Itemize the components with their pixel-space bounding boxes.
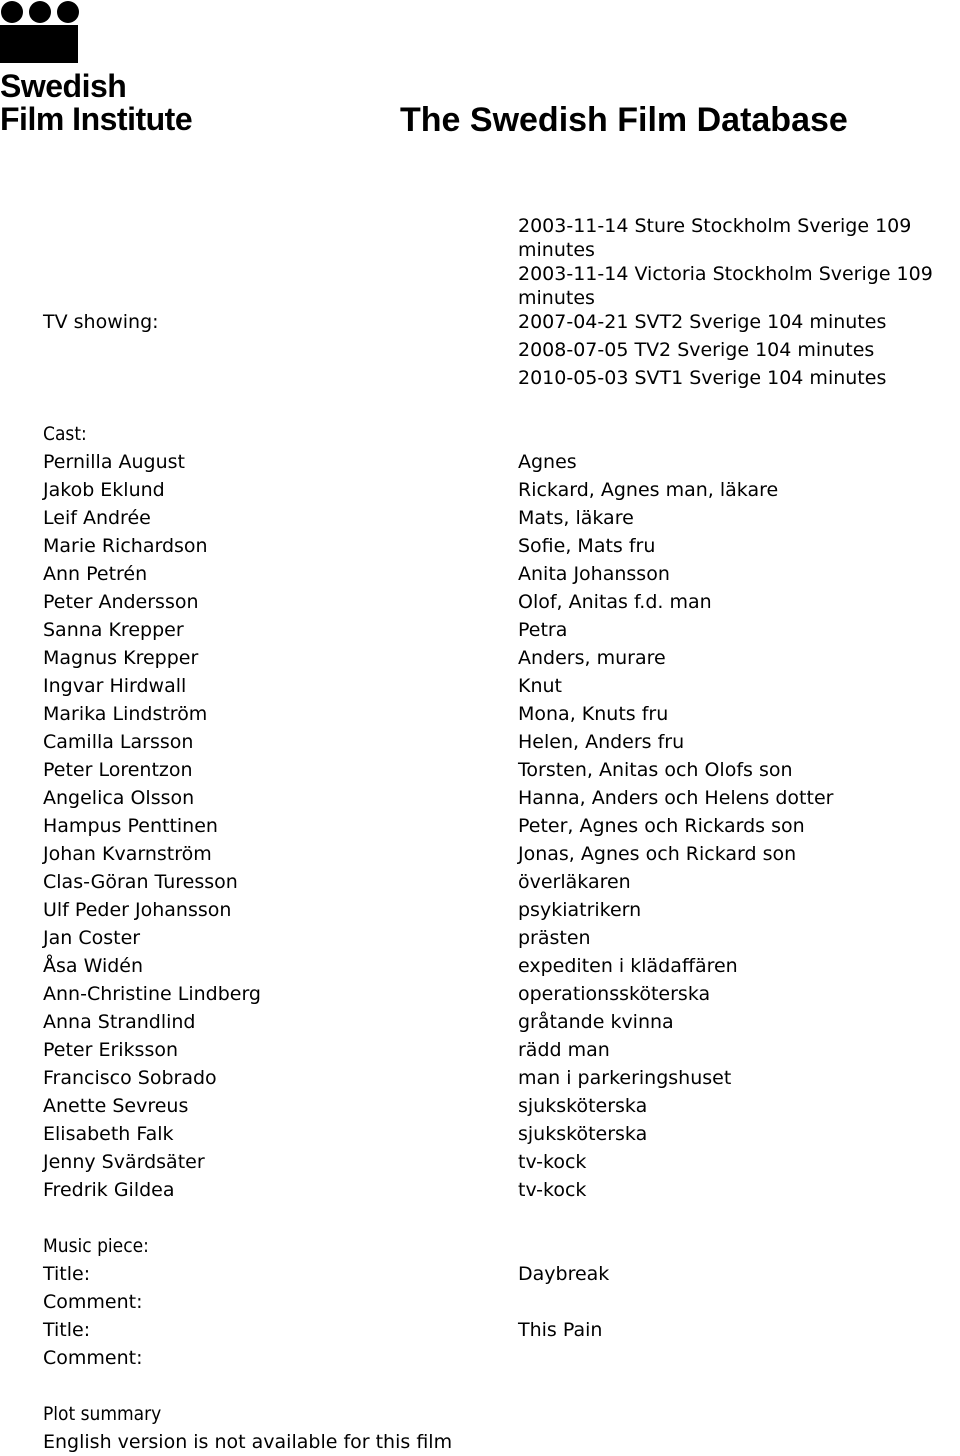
cast-actor: Ann Petrén xyxy=(43,563,148,585)
cast-actor: Jenny Svärdsäter xyxy=(43,1151,205,1173)
cast-role: tv-kock xyxy=(518,1151,587,1173)
music-label: Title: xyxy=(43,1319,91,1341)
plot-heading: Plot summary xyxy=(43,1403,162,1425)
cast-actor: Ann-Christine Lindberg xyxy=(43,983,261,1005)
cast-role: Petra xyxy=(518,619,568,641)
cast-role: Mats, läkare xyxy=(518,507,634,529)
logo-square xyxy=(0,25,78,63)
cast-role: Agnes xyxy=(518,451,577,473)
cast-role: tv-kock xyxy=(518,1179,587,1201)
showing-item: 2003-11-14 Victoria Stockholm Sverige 109 minutes xyxy=(518,263,933,309)
cast-actor: Ingvar Hirdwall xyxy=(43,675,187,697)
logo-text-line2: Film Institute xyxy=(0,101,193,137)
cast-role: psykiatrikern xyxy=(518,899,642,921)
cast-actor: Åsa Widén xyxy=(43,955,144,977)
cast-role: Anders, murare xyxy=(518,647,666,669)
cast-role: rädd man xyxy=(518,1039,610,1061)
cast-actor: Angelica Olsson xyxy=(43,787,195,809)
cast-role: man i parkeringshuset xyxy=(518,1067,732,1089)
logo-dot xyxy=(1,1,23,23)
cast-actor: Anna Strandlind xyxy=(43,1011,196,1033)
music-label: Comment: xyxy=(43,1347,143,1369)
cast-role: gråtande kvinna xyxy=(518,1011,674,1033)
cast-actor: Francisco Sobrado xyxy=(43,1067,217,1089)
cast-actor: Elisabeth Falk xyxy=(43,1123,174,1145)
cast-actor: Camilla Larsson xyxy=(43,731,194,753)
showing-item: 2003-11-14 Sture Stockholm Sverige 109 minutes xyxy=(518,215,912,261)
cast-actor: Leif Andrée xyxy=(43,507,151,529)
page-title: The Swedish Film Database xyxy=(400,101,848,139)
cast-actor: Fredrik Gildea xyxy=(43,1179,175,1201)
music-value: This Pain xyxy=(518,1319,603,1341)
plot-text: English version is not available for this film xyxy=(43,1431,453,1453)
music-value: Daybreak xyxy=(518,1263,610,1285)
cast-actor: Ulf Peder Johansson xyxy=(43,899,232,921)
logo-dot xyxy=(29,1,51,23)
cast-actor: Sanna Krepper xyxy=(43,619,184,641)
cast-actor: Jakob Eklund xyxy=(43,479,165,501)
sfi-logo xyxy=(0,0,215,140)
cast-role: sjuksköterska xyxy=(518,1123,648,1145)
cast-actor: Johan Kvarnström xyxy=(43,843,212,865)
cast-role: överläkaren xyxy=(518,871,631,893)
cast-actor: Marie Richardson xyxy=(43,535,208,557)
showing-item: 2010-05-03 SVT1 Sverige 104 minutes xyxy=(518,367,887,389)
logo-text-line1: Swedish xyxy=(0,68,127,104)
cast-role: Helen, Anders fru xyxy=(518,731,685,753)
music-heading: Music piece: xyxy=(43,1235,149,1257)
showing-item: 2007-04-21 SVT2 Sverige 104 minutes xyxy=(518,311,887,333)
cast-actor: Hampus Penttinen xyxy=(43,815,218,837)
cast-actor: Magnus Krepper xyxy=(43,647,199,669)
cast-role: Hanna, Anders och Helens dotter xyxy=(518,787,834,809)
cast-actor: Peter Eriksson xyxy=(43,1039,179,1061)
cast-role: Mona, Knuts fru xyxy=(518,703,669,725)
tv-showing-label: TV showing: xyxy=(43,311,159,333)
cast-actor: Marika Lindström xyxy=(43,703,208,725)
cast-actor: Peter Andersson xyxy=(43,591,199,613)
cast-actor: Jan Coster xyxy=(43,927,141,949)
cast-actor: Anette Sevreus xyxy=(43,1095,189,1117)
logo-dot xyxy=(57,1,79,23)
cast-role: Knut xyxy=(518,675,562,697)
cast-role: Sofie, Mats fru xyxy=(518,535,656,557)
cast-role: operationssköterska xyxy=(518,983,711,1005)
cast-role: Peter, Agnes och Rickards son xyxy=(518,815,805,837)
cast-heading: Cast: xyxy=(43,423,87,445)
music-label: Title: xyxy=(43,1263,91,1285)
cast-role: Rickard, Agnes man, läkare xyxy=(518,479,779,501)
cast-role: Torsten, Anitas och Olofs son xyxy=(518,759,793,781)
cast-role: Olof, Anitas f.d. man xyxy=(518,591,712,613)
cast-actor: Clas-Göran Turesson xyxy=(43,871,238,893)
cast-role: Anita Johansson xyxy=(518,563,670,585)
cast-role: Jonas, Agnes och Rickard son xyxy=(518,843,797,865)
cast-actor: Pernilla August xyxy=(43,451,185,473)
cast-role: prästen xyxy=(518,927,591,949)
cast-role: expediten i klädaffären xyxy=(518,955,738,977)
showing-item: 2008-07-05 TV2 Sverige 104 minutes xyxy=(518,339,875,361)
cast-actor: Peter Lorentzon xyxy=(43,759,193,781)
cast-role: sjuksköterska xyxy=(518,1095,648,1117)
music-label: Comment: xyxy=(43,1291,143,1313)
